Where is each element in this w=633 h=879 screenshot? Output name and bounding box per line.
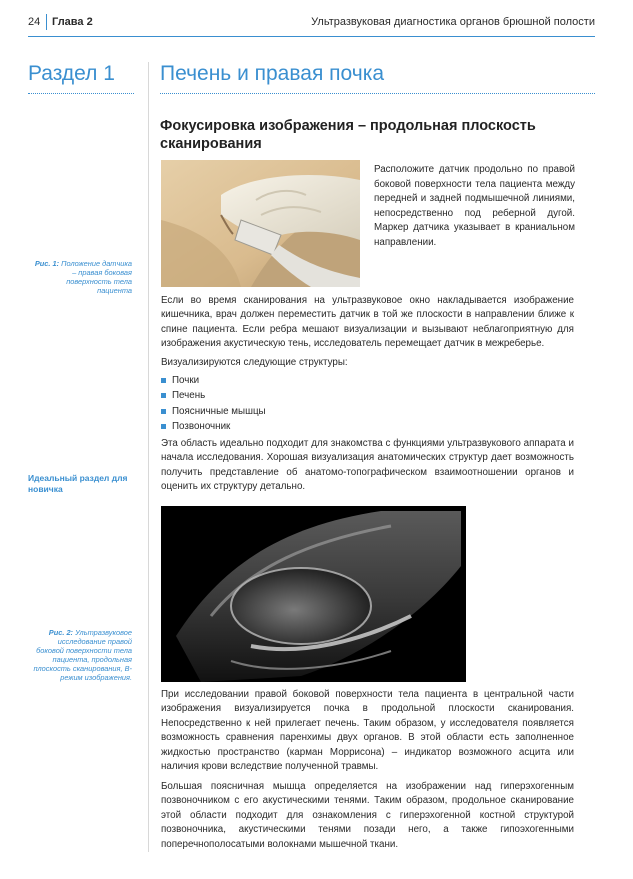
column-divider — [148, 62, 149, 852]
paragraph-1: Если во время сканирования на ультразвуковое окно накладывается изображение кишечника, врач должен переместить датчик в той же плоскости в направлении ближе к спине пациента. Если ребра мешают визуализации и вызывают неблагоприятную для изображения акустическую тень, исследователь перемещает датчик в межреберье. — [161, 295, 574, 350]
section-divider-left — [28, 93, 134, 94]
ultrasound-image — [161, 506, 466, 682]
section-divider-right — [160, 93, 595, 94]
chapter-label: Глава 2 — [52, 16, 93, 28]
list-item: Почки — [161, 373, 461, 388]
header-rule — [28, 36, 595, 37]
paragraph-2: Визуализируются следующие структуры: — [161, 357, 348, 368]
bullet-icon — [161, 393, 166, 398]
paragraph-5: Большая поясничная мышца определяется на изображении над гиперэхогенным позвоночником с его акустическими тенями. Таким образом, продольное сканирование этой области подходит для ознакомления с гиперэхогенной костной структурой позвоночника, акустическими тенями позади него, а также гипоэхогенными поперечнополосатыми волокнами мышечной ткани. — [161, 781, 574, 850]
figure1-caption-text: Положение датчика – правая боковая поверхность тела пациента — [61, 259, 132, 295]
page-number: 24 — [28, 16, 41, 28]
paragraph-3: Эта область идеально подходит для знакомства с функциями ультразвукового аппарата и начала исследования. Хорошая визуализация анатомических структур дает возможность получить представление об анатомо-топографическом взаимоотношении органов и оценить их структуру детально. — [161, 438, 574, 493]
figure2-caption-label: Рис. 2: — [48, 628, 74, 637]
section-label: Раздел 1 — [28, 62, 115, 85]
running-title: Ультразвуковая диагностика органов брюшной полости — [311, 16, 595, 28]
section-title: Печень и правая почка — [160, 62, 385, 85]
list-item: Поясничные мышцы — [161, 404, 461, 419]
structures-list — [161, 373, 461, 434]
figure1-description: Расположите датчик продольно по правой боковой поверхности тела пациента между передней и задней подмышечной линиями, непосредственно под реберной дугой. Маркер датчика указывает в краниальном направлении. — [374, 164, 575, 248]
paragraph-4: При исследовании правой боковой поверхности тела пациента в центральной части изображения визуализируется почка в продольной плоскости сканирования. Непосредственно к ней прилегает печень. Таким образом, у исследователя появляется возможность сравнения паренхимы двух органов. В этой области есть заполненное жидкостью пространство (карман Моррисона) – индикатор возможного асцита или наличия крови вследствие полученной травмы. — [161, 689, 574, 773]
figure2-caption-text: Ультразвуковое исследование правой боковой поверхности тела пациента, продольная плоскость сканирования, B-режим изображения. — [33, 628, 132, 682]
list-item: Позвоночник — [161, 419, 461, 434]
figure2-caption — [30, 628, 132, 682]
probe-position-photo — [161, 160, 360, 287]
bullet-icon — [161, 424, 166, 429]
figure1-caption — [30, 259, 132, 295]
header-separator — [46, 14, 47, 30]
list-item: Печень — [161, 388, 461, 403]
bullet-icon — [161, 409, 166, 414]
bullet-icon — [161, 378, 166, 383]
subheading: Фокусировка изображения – продольная плоскость сканирования — [160, 118, 536, 152]
side-note: Идеальный раздел для новичка — [28, 473, 128, 494]
figure1-caption-label: Рис. 1: — [34, 259, 60, 268]
